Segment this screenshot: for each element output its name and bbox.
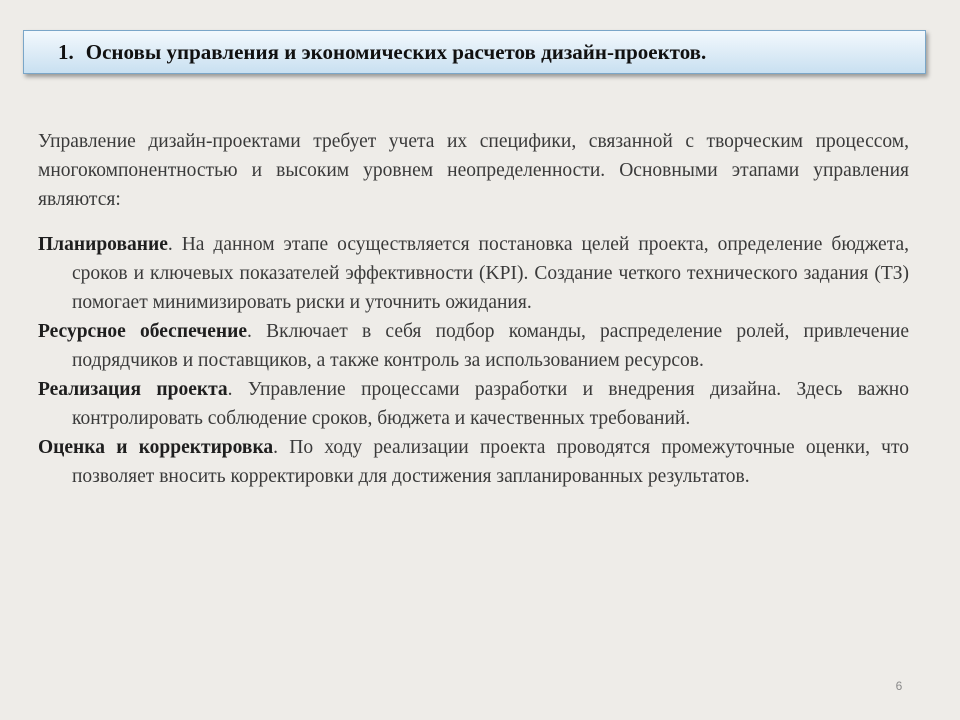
stage-term: Планирование [38,234,168,255]
stage-description: . Управление процессами разработки и внедрения дизайна. Здесь важно контролировать соблюдение сроков, бюджета и качественных требований. [72,379,909,429]
stage-resources [38,317,909,375]
stage-term: Оценка и корректировка [38,437,274,458]
intro-paragraph: Управление дизайн-проектами требует учета их специфики, связанной с творческим процессом, многокомпонентностью и высоким уровнем неопределенности. Основными этапами управления являются: [38,131,909,210]
stage-description: . По ходу реализации проекта проводятся промежуточные оценки, что позволяет вносить корректировки для достижения запланированных результатов. [72,437,909,487]
slide-title [58,40,706,65]
slide-title-number: 1. [58,39,74,64]
slide-title-text: Основы управления и экономических расчетов дизайн-проектов. [85,39,707,64]
slide-title-box [23,30,926,74]
stage-term: Реализация проекта [38,379,228,400]
slide-body [38,127,909,491]
stage-description: . На данном этапе осуществляется постановка целей проекта, определение бюджета, сроков и ключевых показателей эффективности (KPI). Создание четкого технического задания (ТЗ) помогает минимизировать риски и уточнить ожидания. [72,234,909,313]
page-number: 6 [895,679,903,693]
stage-evaluation [38,433,909,491]
stage-planning [38,230,909,317]
stage-term: Ресурсное обеспечение [38,321,248,342]
stage-description: . Включает в себя подбор команды, распределение ролей, привлечение подрядчиков и поставщиков, а также контроль за использованием ресурсов. [72,321,909,371]
stage-implementation [38,375,909,433]
